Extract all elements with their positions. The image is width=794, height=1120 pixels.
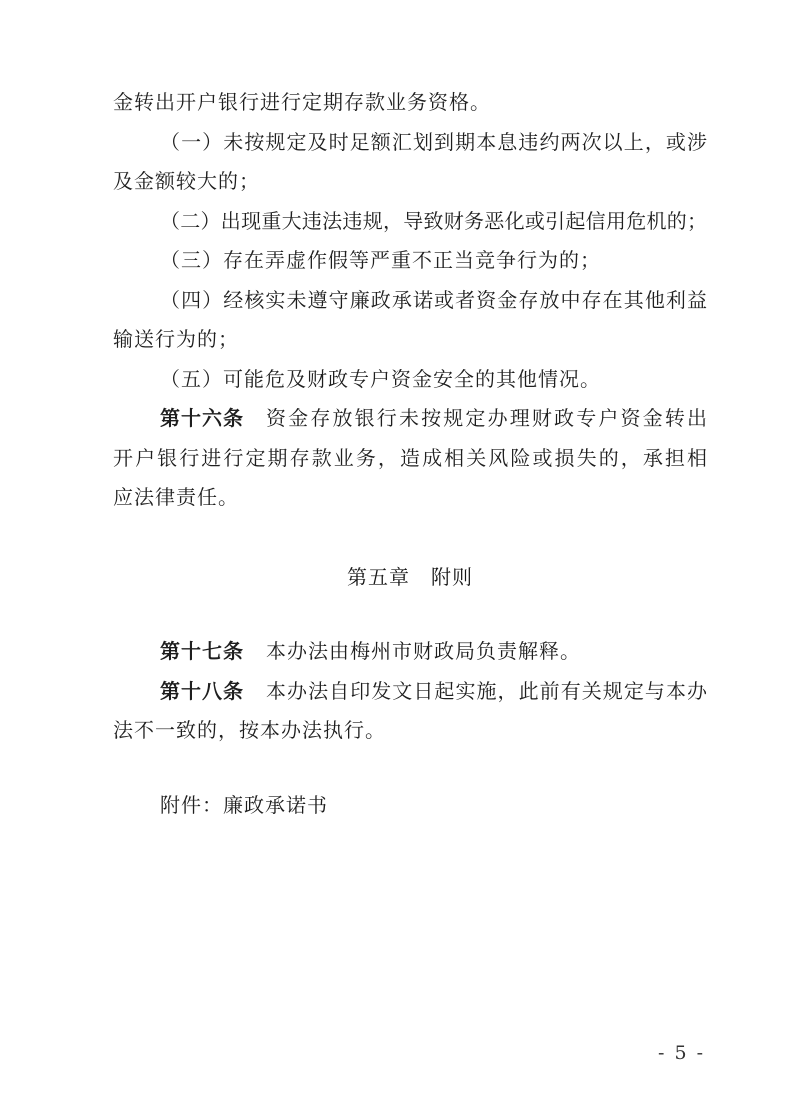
list-item-3-line-1: （三）存在弄虚作假等严重不正当竞争行为的；	[160, 248, 601, 273]
attachment-section	[113, 786, 707, 826]
article-18-line-2: 法不一致的，按本办法执行。	[113, 718, 386, 743]
article-18-text: 本办法自印发文日起实施，此前有关规定与本办	[266, 678, 707, 703]
article-16-line-2: 开户银行进行定期存款业务，造成相关风险或损失的，承担相	[113, 445, 707, 470]
attachment-line: 附件：廉政承诺书	[160, 793, 328, 818]
article-16-line-1	[113, 399, 707, 439]
list-item-1-line-1: （一）未按规定及时足额汇划到期本息违约两次以上，或涉	[160, 129, 707, 154]
article-17-text: 本办法由梅州市财政局负责解释。	[266, 639, 581, 664]
continuation-line: 金转出开户银行进行定期存款业务资格。	[113, 90, 491, 115]
article-18-label: 第十八条	[160, 678, 244, 703]
article-17-line-1	[113, 632, 707, 672]
supplementary-provisions-section	[113, 632, 707, 751]
list-item-4-line-2: 输送行为的；	[113, 327, 239, 352]
list-item-1-line-2: 及金额较大的；	[113, 169, 260, 194]
article-16-line-3: 应法律责任。	[113, 485, 239, 510]
list-item-5-line-1: （五）可能危及财政专户资金安全的其他情况。	[160, 366, 601, 391]
article-17-label: 第十七条	[160, 639, 244, 664]
list-item-4-line-1: （四）经核实未遵守廉政承诺或者资金存放中存在其他利益	[160, 287, 707, 312]
article-16-text: 资金存放银行未按规定办理财政专户资金转出	[266, 406, 707, 431]
chapter-heading: 第五章 附则	[347, 565, 473, 589]
page-number: - 5 -	[657, 1042, 705, 1064]
article-18-line-1	[113, 672, 707, 712]
penalty-clauses-section	[113, 83, 707, 518]
list-item-2-line-1: （二）出现重大违法违规，导致财务恶化或引起信用危机的；	[160, 208, 707, 233]
article-16-label: 第十六条	[160, 406, 244, 431]
